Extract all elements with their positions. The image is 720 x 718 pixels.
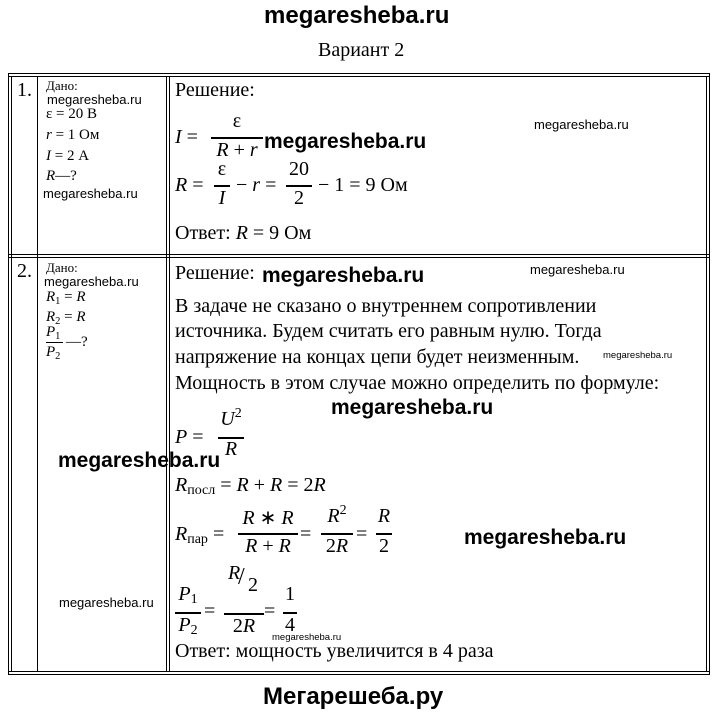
problem-number: 1. — [17, 79, 32, 101]
denominator: 2R — [232, 615, 256, 637]
denominator: R + r — [216, 139, 258, 161]
denominator: 2R — [325, 535, 349, 557]
denominator: R — [224, 438, 238, 460]
denominator: R + R — [245, 535, 291, 557]
fraction-one-quarter — [283, 583, 297, 639]
given-r1: $R_1 = R$ — [46, 289, 86, 307]
watermark: megaresheba.ru — [331, 396, 494, 419]
answer: Ответ: R = 9 Ом — [175, 222, 312, 244]
numerator: R / 2 — [228, 562, 258, 596]
denominator: 4 — [285, 614, 295, 636]
watermark: megaresheba.ru — [464, 526, 627, 549]
fraction-r2-over-2r — [321, 505, 353, 555]
problem-number: 2. — [17, 260, 32, 282]
formula-minus-r: − r = — [236, 174, 277, 196]
text-line: напряжение на концах цепи будет неизменным. — [175, 346, 580, 368]
site-title[interactable]: megaresheba.ru — [264, 2, 450, 29]
fraction-r-over-2 — [376, 505, 392, 555]
formula-power: P = — [175, 426, 204, 448]
answer: Ответ: мощность увеличится в 4 раза — [175, 640, 494, 662]
fraction-p1-over-p2 — [175, 583, 201, 639]
denominator: I — [218, 187, 226, 209]
numerator: $P_1$ — [178, 583, 198, 607]
numerator: R — [377, 505, 391, 527]
variant-title: Вариант 2 — [318, 39, 405, 61]
fraction-u2-over-r — [218, 408, 244, 458]
numerator: R ∗ R — [242, 507, 294, 529]
watermark: megaresheba.ru — [530, 262, 625, 277]
numerator: 1 — [285, 583, 295, 605]
watermark: megaresheba.ru — [43, 186, 138, 201]
equals: = — [204, 600, 216, 622]
watermark: megaresheba.ru — [603, 350, 673, 361]
equals: = — [356, 523, 368, 545]
watermark: megaresheba.ru — [44, 274, 139, 289]
given-r: r = 1 Ом — [46, 127, 100, 143]
formula-parallel-lhs: $R_{пар}$ = — [175, 523, 225, 547]
given-label: Дано: — [46, 260, 78, 275]
formula-resistance: R = — [175, 174, 204, 196]
footer-brand[interactable]: Мегарешеба.ру — [263, 683, 444, 710]
watermark: megaresheba.ru — [47, 92, 142, 107]
text-line: источника. Будем считать его равным нулю. Тогда — [175, 320, 602, 342]
denominator: 2 — [379, 535, 389, 557]
given-emf: ε = 20 В — [46, 106, 98, 122]
solution-label: Решение: — [175, 262, 255, 284]
watermark: megaresheba.ru — [59, 595, 154, 610]
watermark: megaresheba.ru — [262, 264, 425, 287]
formula-current: I = — [175, 126, 198, 148]
watermark: megaresheba.ru — [534, 117, 629, 132]
given-unknown: R—? — [46, 168, 77, 184]
denominator: 2 — [294, 187, 304, 209]
given-power-ratio: $P_1$ $P_2$ —? — [46, 324, 88, 362]
numerator: $U^2$ — [220, 406, 242, 430]
fraction-product-over-sum — [238, 505, 298, 555]
numerator: ε — [232, 110, 242, 132]
fraction-emf-over-resistance — [211, 110, 263, 160]
given-r2: $R_2 = R$ — [46, 309, 86, 327]
fraction-emf-over-current — [214, 158, 230, 208]
solution-label: Решение: — [175, 79, 255, 101]
given-current: I = 2 А — [46, 148, 90, 164]
numerator: $R^2$ — [327, 503, 347, 527]
formula-series: $R_{посл} = R + R = 2R$ — [175, 474, 326, 498]
equals: = — [264, 600, 276, 622]
watermark: megaresheba.ru — [58, 449, 221, 472]
numerator: ε — [217, 158, 227, 180]
given-label: Дано: — [46, 78, 78, 93]
numerator: 20 — [289, 158, 309, 180]
denominator: $P_2$ — [178, 614, 198, 638]
fraction-twenty-over-two — [286, 158, 312, 208]
formula-result: − 1 = 9 Ом — [318, 174, 408, 196]
fraction-half-r-over-2r — [224, 560, 264, 640]
watermark: megaresheba.ru — [272, 632, 342, 643]
text-line: В задаче не сказано о внутреннем сопротивлении — [175, 295, 597, 317]
text-line: Мощность в этом случае можно определить по формуле: — [175, 372, 660, 394]
equals: = — [300, 523, 312, 545]
watermark: megaresheba.ru — [264, 130, 427, 153]
